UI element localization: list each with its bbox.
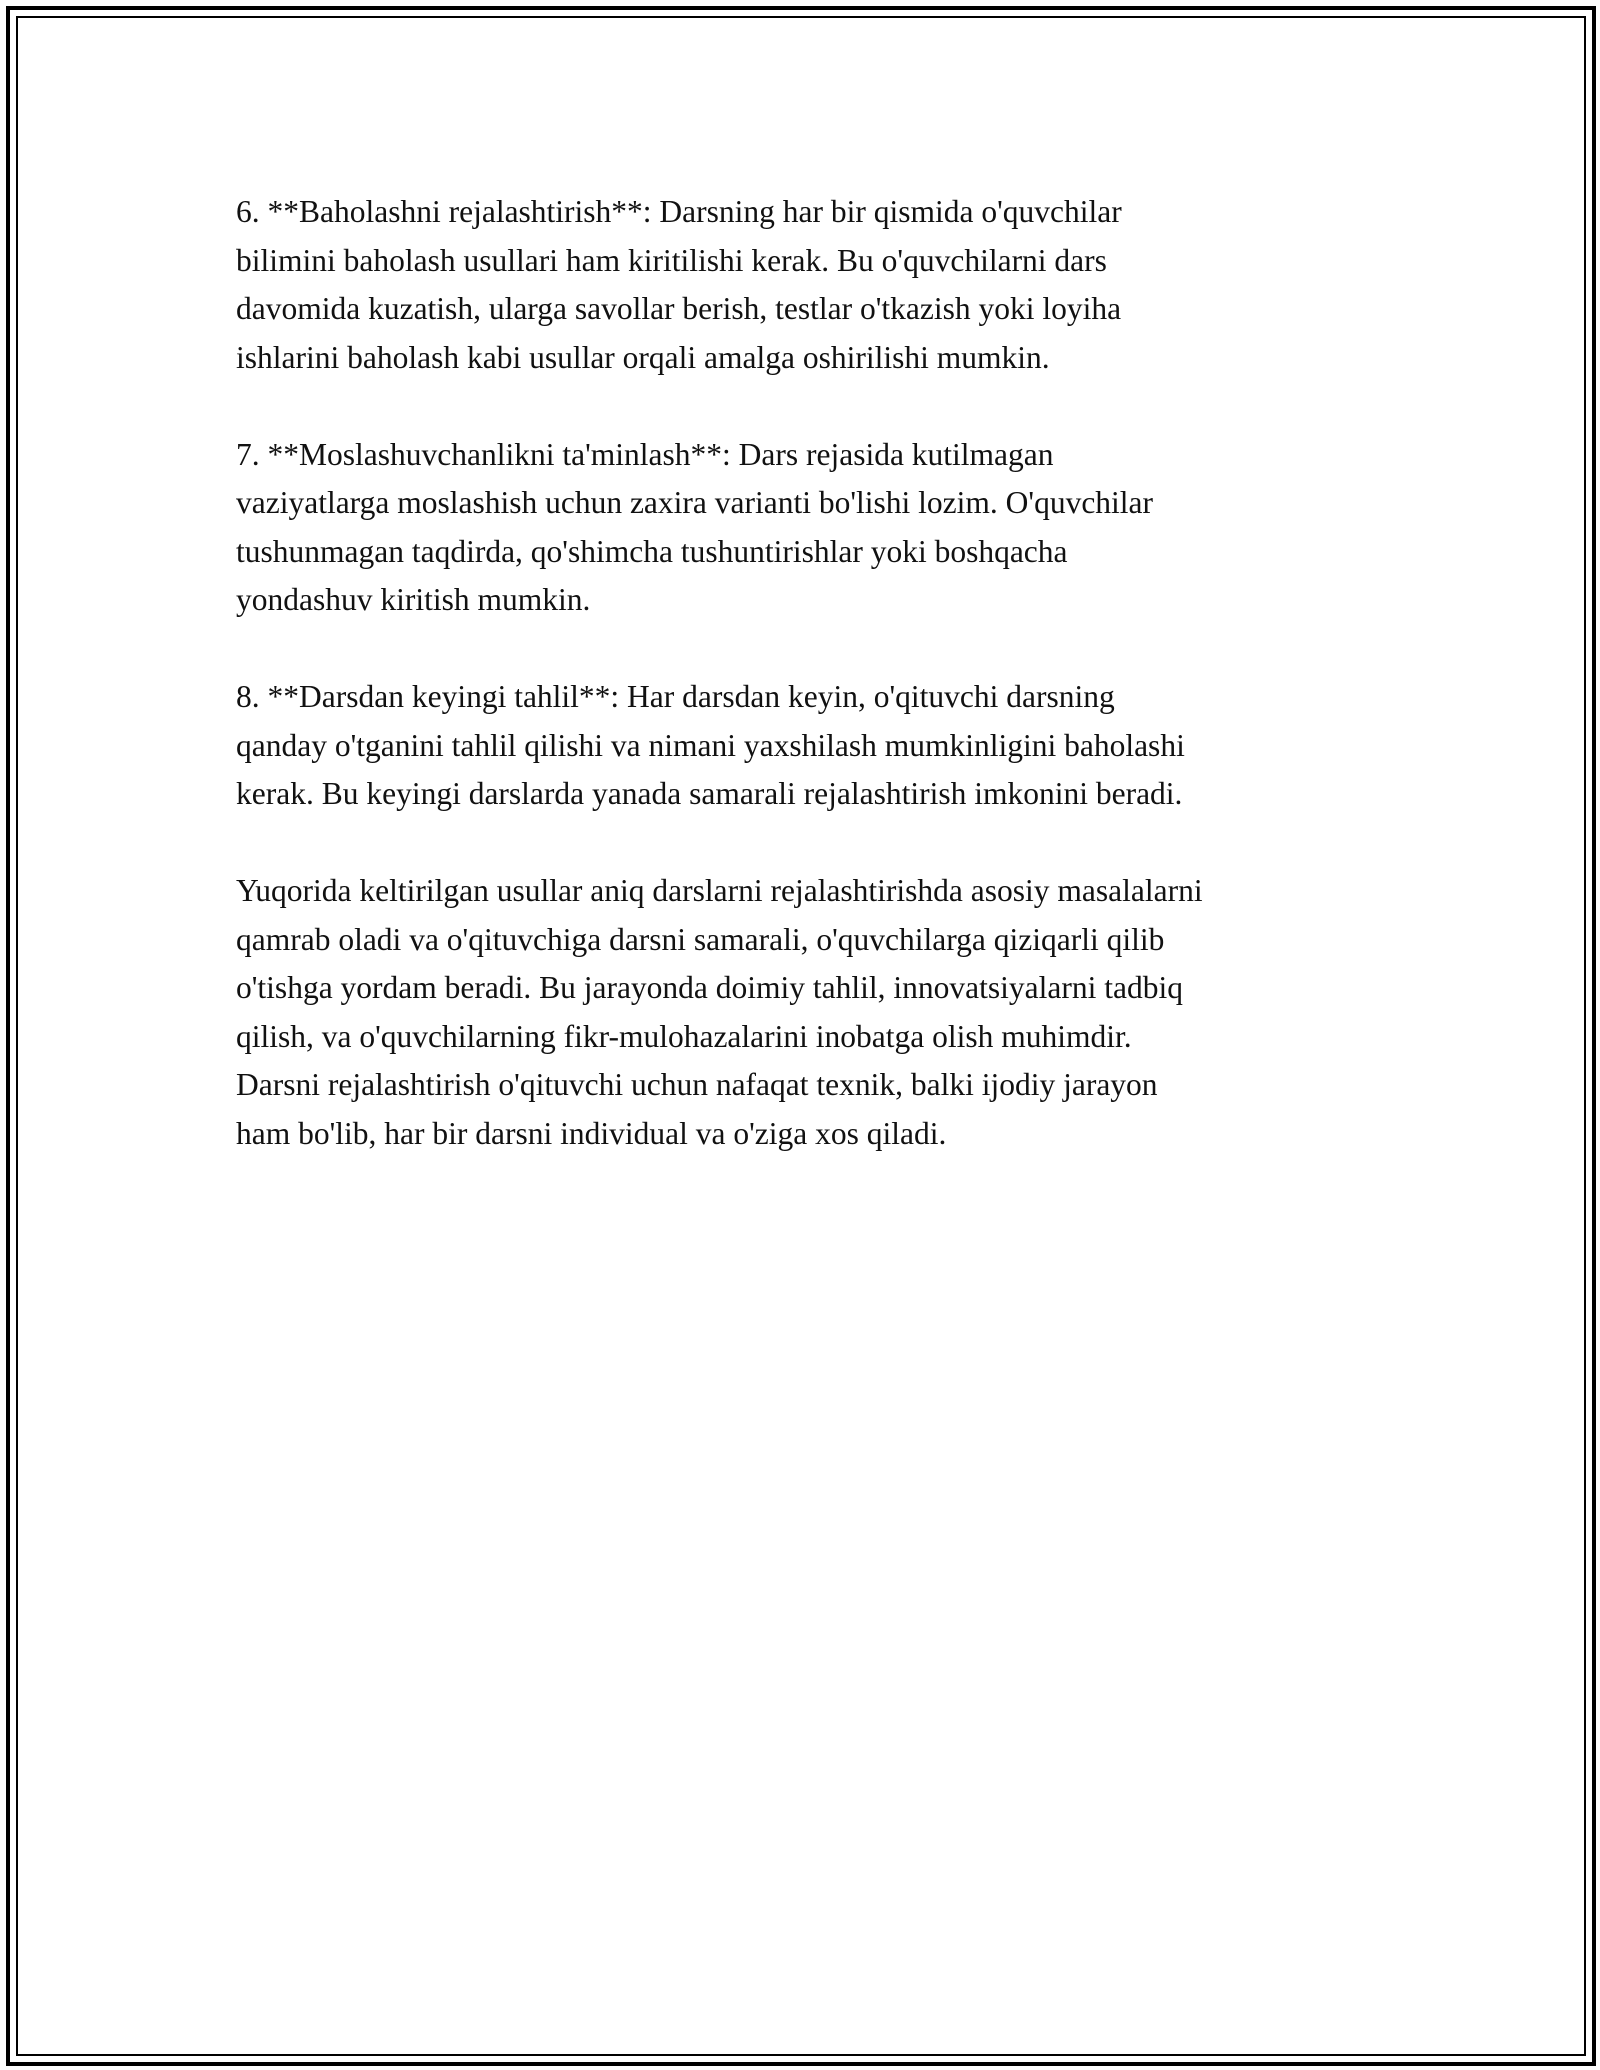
paragraph-item-8: 8. **Darsdan keyingi tahlil**: Har darsdan keyin, o'qituvchi darsning qanday o'tganini tahlil qilishi va nimani yaxshilash mumkinligini baholashi kerak. Bu keyingi darslarda yanada samarali rejalashtirish imkonini beradi. bbox=[236, 679, 1185, 811]
paragraph-item-7: 7. **Moslashuvchanlikni ta'minlash**: Dars rejasida kutilmagan vaziyatlarga moslashish uchun zaxira varianti bo'lishi lozim. O'quvchilar tushunmagan taqdirda, qo'shimcha tushuntirishlar yoki boshqacha yondashuv kiritish mumkin. bbox=[236, 436, 1154, 617]
paragraph-conclusion: Yuqorida keltirilgan usullar aniq darslarni rejalashtirishda asosiy masalalarni qamrab oladi va o'qituvchiga darsni samarali, o'quvchilarga qiziqarli qilib o'tishga yordam beradi. Bu jarayonda doimiy tahlil, innovatsiyalarni tadbiq qilish, va o'quvchilarning fikr-mulohazalarini inobatga olish muhimdir. Darsni rejalashtirish o'qituvchi uchun nafaqat texnik, balki ijodiy jarayon ham bo'lib, har bir darsni individual va o'ziga xos qiladi. bbox=[236, 873, 1203, 1151]
paragraph-item-6: 6. **Baholashni rejalashtirish**: Darsning har bir qismida o'quvchilar bilimini baholash usullari ham kiritilishi kerak. Bu o'quvchilarni dars davomida kuzatish, ularga savollar berish, testlar o'tkazish yoki loyiha ishlarini baholash kabi usullar orqali amalga oshirilishi mumkin. bbox=[236, 194, 1122, 375]
document-body bbox=[236, 188, 1386, 1207]
